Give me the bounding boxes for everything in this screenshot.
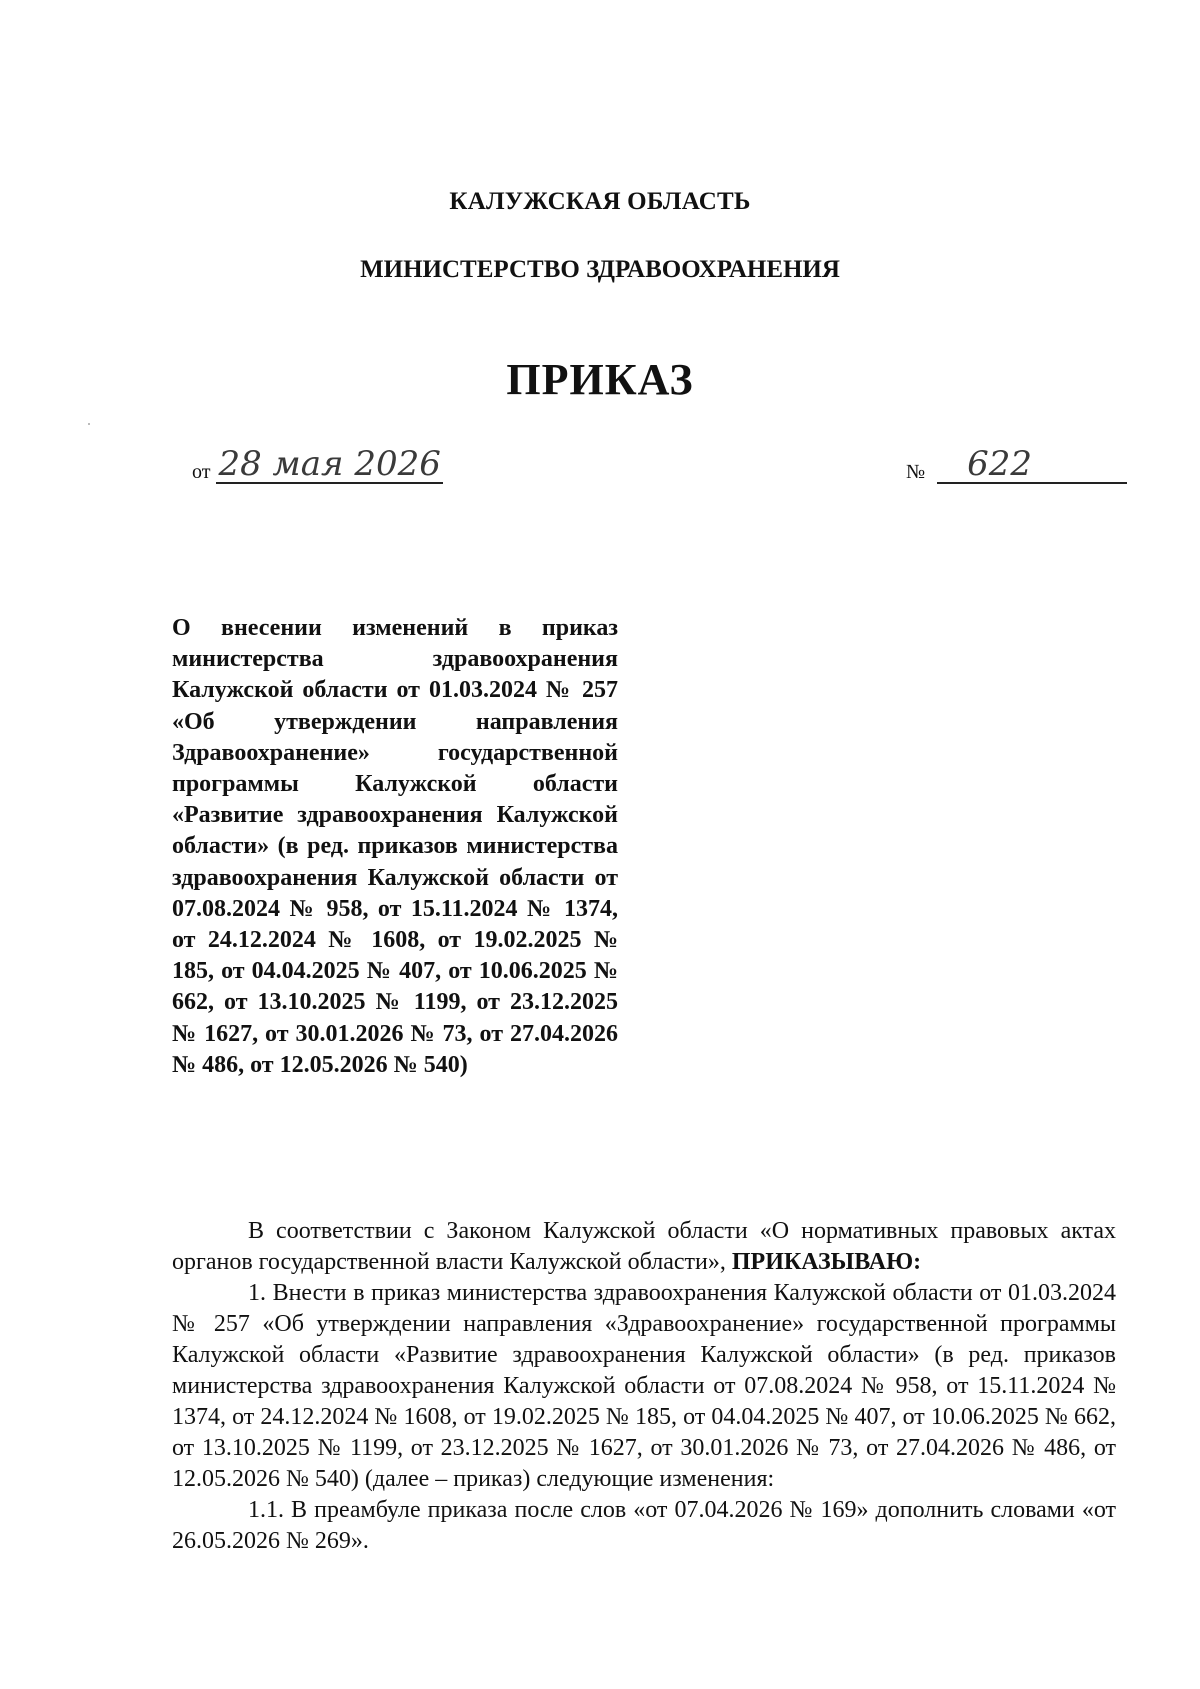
orders-keyword: ПРИКАЗЫВАЮ: [731, 1249, 922, 1275]
document-type-heading: ПРИКАЗ [506, 355, 694, 404]
order-number [906, 446, 1127, 484]
preamble-text: В соответствии с Законом Калужской области «О нормативных правовых актах органов государственной власти Калужской области», [172, 1218, 1116, 1275]
region-heading: КАЛУЖСКАЯ ОБЛАСТЬ [449, 188, 751, 215]
ministry-heading: МИНИСТЕРСТВО ЗДРАВООХРАНЕНИЯ [360, 256, 840, 283]
order-body [172, 1216, 1116, 1557]
number-sign: № [906, 461, 926, 483]
order-subject: О внесении изменений в приказ министерства здравоохранения Калужской области от 01.03.2024 № 257 «Об утверждении направления Здравоохранение» государственной программы Калужской области «Развитие здравоохранения Калужской области» (в ред. приказов министерства здравоохранения Калужской области от 07.08.2024 № 958, от 15.11.2024 № 1374, от 24.12.2024 № 1608, от 19.02.2025 № 185, от 04.04.2025 № 407, от 10.06.2025 № 662, от 13.10.2025 № 1199, от 23.12.2025 № 1627, от 30.01.2026 № 73, от 27.04.2026 № 486, от 12.05.2026 № 540) [172, 615, 618, 1078]
handwritten-number: 622 [937, 446, 1127, 484]
handwritten-date: 28 мая 2026 [218, 444, 441, 484]
item-1-paragraph: 1. Внести в приказ министерства здравоохранения Калужской области от 01.03.2024 № 257 «Об утверждении направления «Здравоохранение» государственной программы Калужской области «Развитие здравоохранения Калужской области» (в ред. приказов министерства здравоохранения Калужской области от 07.08.2024 № 958, от 15.11.2024 № 1374, от 24.12.2024 № 1608, от 19.02.2025 № 185, от 04.04.2025 № 407, от 10.06.2025 № 662, от 13.10.2025 № 1199, от 23.12.2025 № 1627, от 30.01.2026 № 73, от 27.04.2026 № 486, от 12.05.2026 № 540) (далее – приказ) следующие изменения: [172, 1280, 1116, 1492]
item-1-1-paragraph: 1.1. В преамбуле приказа после слов «от 07.04.2026 № 169» дополнить словами «от 26.05.2026 № 269». [172, 1497, 1116, 1554]
order-date [192, 446, 443, 484]
scan-artifact [88, 423, 90, 425]
date-prefix: от [192, 461, 211, 483]
preamble-paragraph [172, 1216, 1116, 1278]
